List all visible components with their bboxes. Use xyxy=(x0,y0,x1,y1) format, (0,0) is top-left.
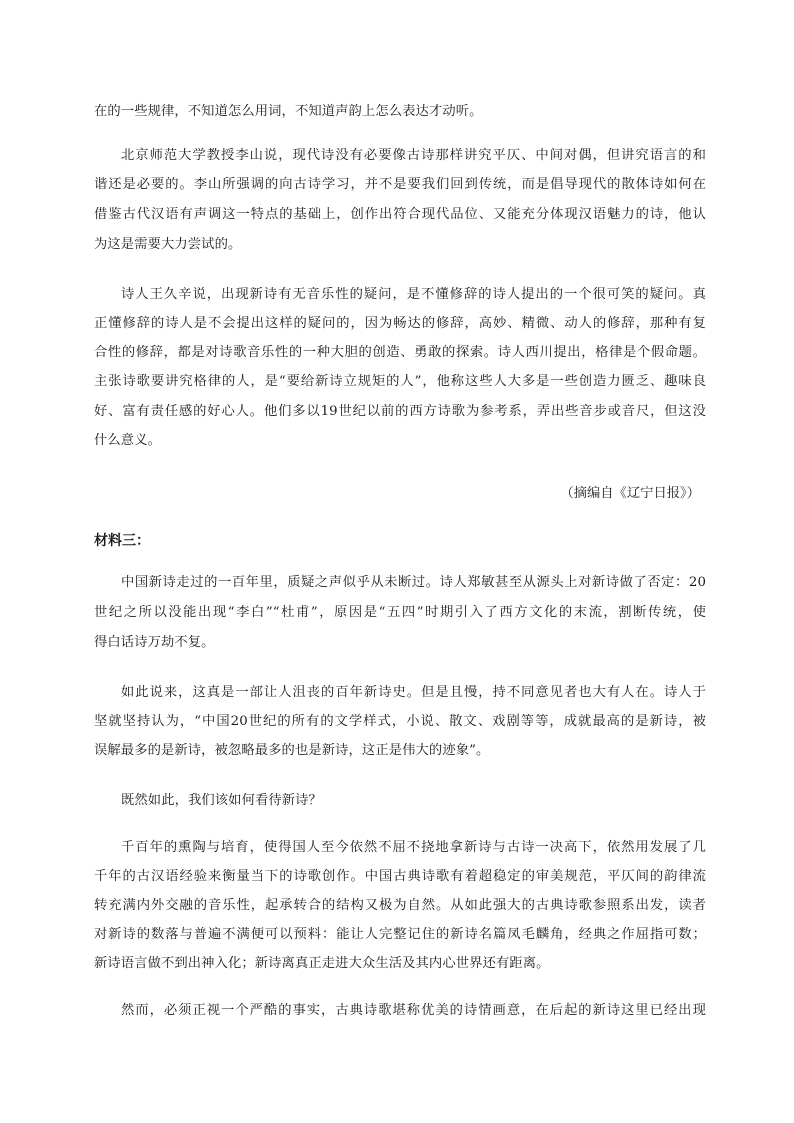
paragraph-4-line: 误解最多的是新诗，被忽略最多的也是新诗，这正是伟大的迹象”。 xyxy=(94,743,490,758)
paragraph-2-line: 合性的修辞，都是对诗歌音乐性的一种大胆的创造、勇敢的探索。诗人西川提出，格律是个假命题。 xyxy=(94,345,706,360)
paragraph-3-line: 得白话诗万劫不复。 xyxy=(94,635,215,650)
paragraph-intro-line: 在的一些规律，不知道怎么用词，不知道声韵上怎么表达才动听。 xyxy=(94,104,483,119)
paragraph-6-line: 转充满内外交融的音乐性，起承转合的结构又极为自然。从如此强大的古典诗歌参照系出发，读者 xyxy=(94,898,706,913)
paragraph-1-line: 北京师范大学教授李山说，现代诗没有必要像古诗那样讲究平仄、中间对偶，但讲究语言的和 xyxy=(121,148,706,163)
paragraph-6-line: 千年的古汉语经验来衡量当下的诗歌创作。中国古典诗歌有着超稳定的审美规范，平仄间的韵律流 xyxy=(94,869,706,884)
paragraph-3-line: 中国新诗走过的一百年里，质疑之声似乎从未断过。诗人郑敏甚至从源头上对新诗做了否定：20 xyxy=(121,575,706,590)
section-heading: 材料三： xyxy=(94,533,150,549)
paragraph-4-line: 如此说来，这真是一部让人沮丧的百年新诗史。但是且慢，持不同意见者也大有人在。诗人于 xyxy=(121,685,706,700)
paragraph-2-line: 主张诗歌要讲究格律的人，是“要给新诗立规矩的人”，他称这些人大多是一些创造力匮乏、趣味良 xyxy=(94,374,706,389)
paragraph-6-line: 对新诗的数落与普遍不满便可以预料：能让人完整记住的新诗名篇凤毛麟角，经典之作屈指可数； xyxy=(94,927,706,942)
paragraph-7-line: 然而，必须正视一个严酷的事实，古典诗歌堪称优美的诗情画意，在后起的新诗这里已经出现 xyxy=(121,1003,706,1018)
paragraph-1-line: 为这是需要大力尝试的。 xyxy=(94,237,242,252)
paragraph-1-line: 谐还是必要的。李山所强调的向古诗学习，并不是要我们回到传统，而是倡导现代的散体诗如何在 xyxy=(94,177,706,192)
paragraph-2-line: 正懂修辞的诗人是不会提出这样的疑问的，因为畅达的修辞，高妙、精微、动人的修辞，那种有复 xyxy=(94,316,706,331)
paragraph-5-line: 既然如此，我们该如何看待新诗？ xyxy=(121,793,322,808)
paragraph-4-line: 坚就坚持认为，“中国20世纪的所有的文学样式，小说、散文、戏剧等等，成就最高的是新诗，被 xyxy=(94,714,706,729)
paragraph-6-line: 新诗语言做不到出神入化；新诗离真正走进大众生活及其内心世界还有距离。 xyxy=(94,956,550,971)
paragraph-2-line: 好、富有责任感的好心人。他们多以19世纪以前的西方诗歌为参考系，弄出些音步或音尺，但这没 xyxy=(94,404,706,419)
paragraph-1-line: 借鉴古代汉语有声调这一特点的基础上，创作出符合现代品位、又能充分体现汉语魅力的诗，他认 xyxy=(94,207,706,222)
paragraph-2-line: 什么意义。 xyxy=(94,433,161,448)
source-citation: （摘编自《辽宁日报》） xyxy=(560,486,700,501)
paragraph-2-line: 诗人王久辛说，出现新诗有无音乐性的疑问，是不懂修辞的诗人提出的一个很可笑的疑问。真 xyxy=(121,287,706,302)
paragraph-6-line: 千百年的熏陶与培育，使得国人至今依然不屈不挠地拿新诗与古诗一决高下，依然用发展了几 xyxy=(121,840,706,855)
paragraph-3-line: 世纪之所以没能出现“李白”“杜甫”，原因是“五四”时期引入了西方文化的末流，割断传统，使 xyxy=(94,605,706,620)
